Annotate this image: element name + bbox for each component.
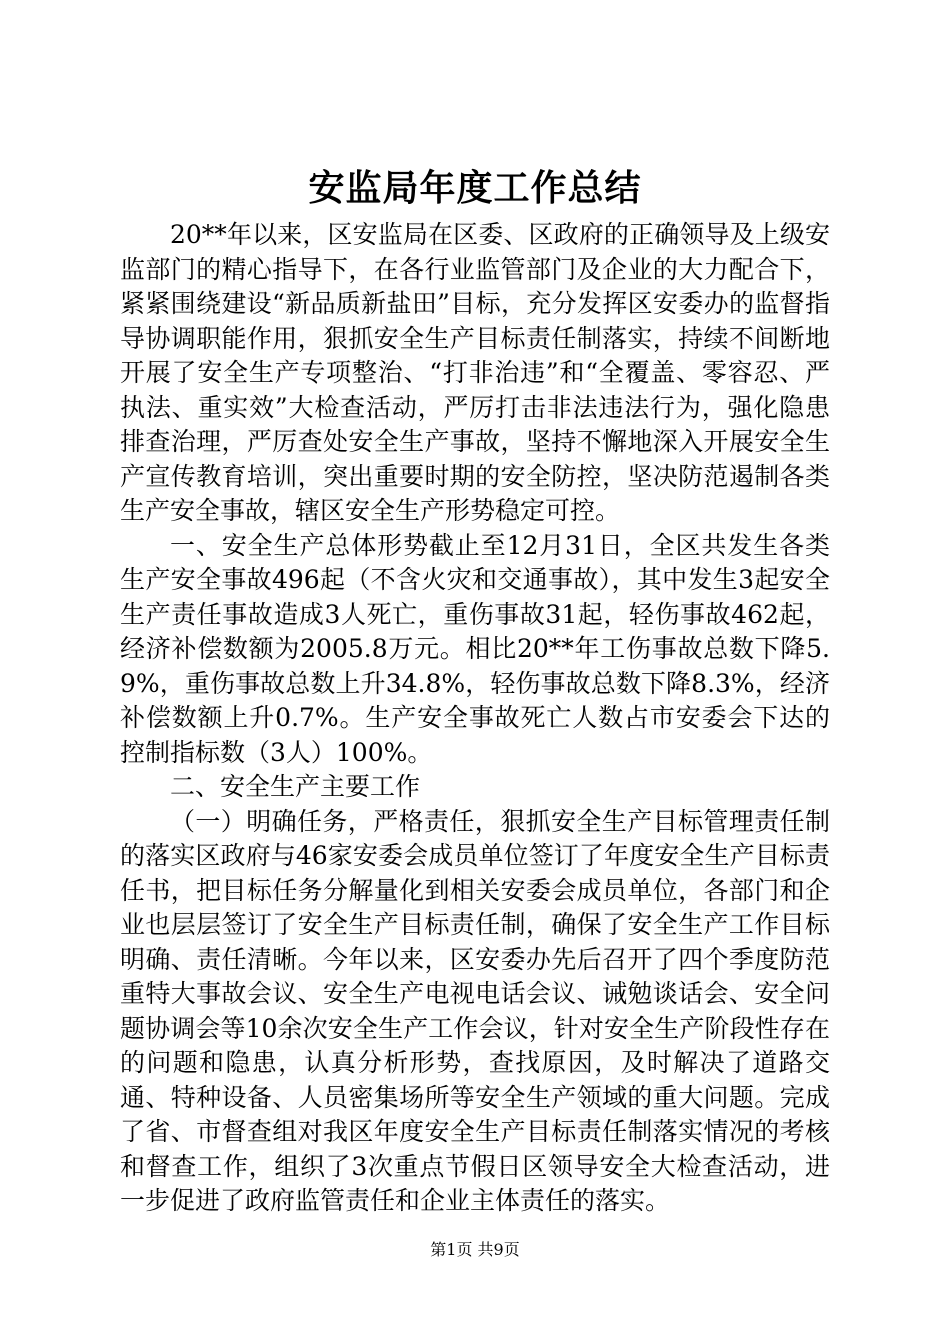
page-footer: 第1页 共9页 [430,1240,520,1259]
section-heading-main-work: 二、安全生产主要工作 [170,772,421,801]
paragraph-overall-situation: 一、安全生产总体形势截止至12月31日，全区共发生各类生产安全事故496起（不含火灾和交通事故），其中发生3起安全生产责任事故造成3人死亡，重伤事故31起，轻伤事故462起，经济补偿数额为2005.8万元。相比20**年工伤事故总数下降5.9%，重伤事故总数上升34.8%，轻伤事故总数下降8.3%，经济补偿数额上升0.7%。生产安全事故死亡人数占市安委会下达的控制指标数（3人）100%。 [120,530,830,767]
paragraph-responsibility: （一）明确任务，严格责任，狠抓安全生产目标管理责任制的落实区政府与46家安委会成员单位签订了年度安全生产目标责任书，把目标任务分解量化到相关安委会成员单位，各部门和企业也层层签订了安全生产目标责任制，确保了安全生产工作目标明确、责任清晰。今年以来，区安委办先后召开了四个季度防范重特大事故会议、安全生产电视电话会议、诫勉谈话会、安全问题协调会等10余次安全生产工作会议，针对安全生产阶段性存在的问题和隐患，认真分析形势，查找原因，及时解决了道路交通、特种设备、人员密集场所等安全生产领域的重大问题。完成了省、市督查组对我区年度安全生产目标责任制落实情况的考核和督查工作，组织了3次重点节假日区领导安全大检查活动，进一步促进了政府监管责任和企业主体责任的落实。 [120,806,830,1215]
document-page [120,160,830,1219]
paragraph-intro: 20**年以来，区安监局在区委、区政府的正确领导及上级安监部门的精心指导下，在各行业监管部门及企业的大力配合下，紧紧围绕建设“新品质新盐田”目标，充分发挥区安委办的监督指导协调职能作用，狠抓安全生产目标责任制落实，持续不间断地开展了安全生产专项整治、“打非治违”和“全覆盖、零容忍、严执法、重实效”大检查活动，严厉打击非法违法行为，强化隐患排查治理，严厉查处安全生产事故，坚持不懈地深入开展安全生产宣传教育培训，突出重要时期的安全防控，坚决防范遏制各类生产安全事故，辖区安全生产形势稳定可控。 [120,220,830,525]
document-title: 安监局年度工作总结 [308,167,642,209]
